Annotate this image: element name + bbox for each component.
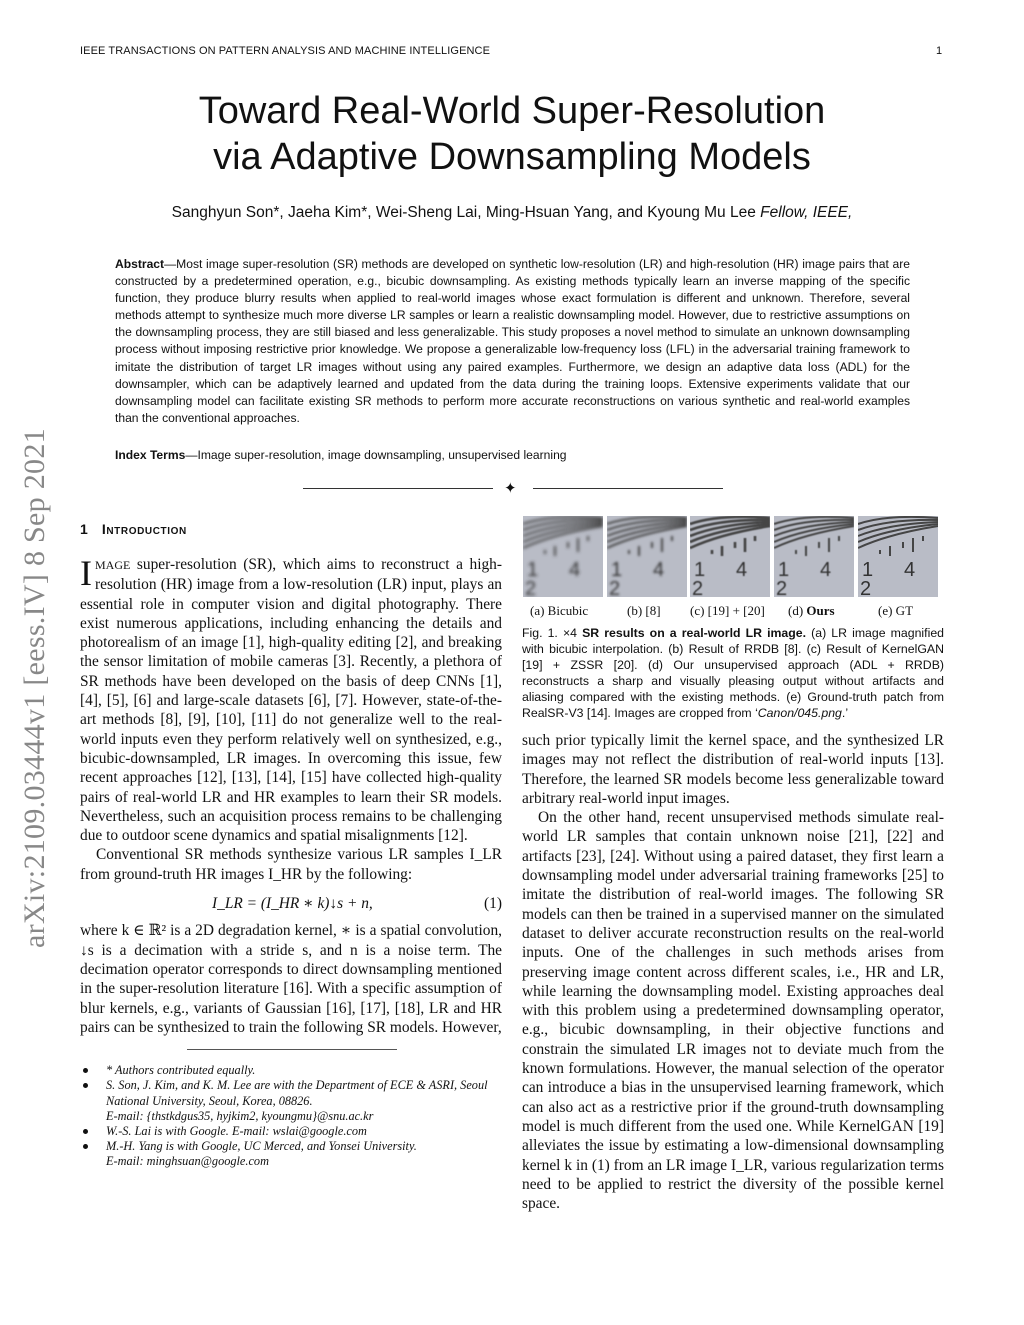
footnotes [80,1063,510,1169]
intro-paragraph-2: Conventional SR methods synthesize various LR samples I_LR from ground-truth HR images I_HR by the following: [80,846,502,883]
footnote-text: S. Son, J. Kim, and K. M. Lee are with the Department of ECE & ASRI, Seoul National University, Seoul, Korea, 08826. [106,1078,488,1108]
subcaption-b: (b) [8] [627,603,661,618]
section-heading [80,520,502,538]
thumb-label: 4 [569,559,581,581]
figure-thumbnail [607,516,687,597]
section-title: Introduction [101,521,187,537]
thumb-label: 2 [776,578,788,597]
subcaption-d-letter: (d) [788,603,807,618]
caption-file: Canon/045.png [757,706,842,720]
abstract [115,256,910,427]
thumb-label: 1 [611,559,623,581]
subcaption-ours: Ours [806,603,835,618]
thumb-label: 1 [862,559,874,581]
section-divider: ✦ [303,482,723,494]
index-terms-text: —Image super-resolution, image downsampling, unsupervised learning [185,448,567,462]
figure-1-images [522,516,944,597]
equation-1 [80,894,502,913]
intro-paragraph-3: where k ∈ ℝ² is a 2D degradation kernel, ∗ is a spatial convolution, ↓s is a decimation with a stride s, and n is a noise term. The decimation operator corresponds to direct downsampling mentioned in the super-resolution literature [16]. With a specific assumption of blur kernels, e.g., variants of Gaussian [16], [17], [18], LR and HR pairs can be synthesized to train the following SR models. However, [80,922,502,1036]
paragraph: On the other hand, recent unsupervised methods simulate real-world LR samples that contain unknown noise [21], [22] and artifacts [23], [24]. Without using a paired dataset, they first learn a downsampling model under adversarial training frameworks [25] to imitate the distribution of real-world images. The following SR models can then be trained in a supervised manner on the simulated dataset to deliver accurate reconstruction results on the real-world inputs. One of the challenges in such methods arises from preserving image content across different scales, i.e., HR and LR, while learning the downsampling model. Existing approaches deal with this problem using a predetermined downsampling operator, e.g., bicubic downsampling, in their objective functions and constrain the simulated LR images not to deviate much from the known formulations. However, the manual selection of the operator can introduce a bias in the unsupervised learning framework, which can also act as a restrictive prior if the ground-truth downsampling model is much different from the used one. While KernelGAN [19] alleviates the issue by estimating a low-dimensional downsampling kernel k in (1) from an LR image I_LR, various regularization terms need to be applied to restrict the diversity of the possible kernel space. [522,809,944,1213]
fellow-title: Fellow, IEEE, [760,204,853,221]
thumb-label: 2 [609,578,621,597]
footnote: * Authors contributed equally. [80,1063,510,1078]
figure-caption [522,625,944,721]
footnote: W.-S. Lai is with Google. E-mail: wslai@google.com [80,1124,510,1139]
paper-title [0,88,1024,180]
footnote-email: E-mail: {thstkdgus35, hyjkim2, kyoungmu}@snu.ac.kr [106,1108,374,1123]
footnote [80,1078,510,1124]
footnote-email: E-mail: minghsuan@google.com [106,1154,269,1169]
footnote-rule [187,1049,397,1050]
subcaption-a: (a) Bicubic [530,603,589,618]
figure-thumbnail [523,516,603,597]
subcaption-c: (c) [19] + [20] [690,603,765,618]
index-terms [115,448,910,462]
drop-cap: I [80,553,92,593]
thumb-label: 1 [527,559,539,581]
figure-thumbnail [774,516,854,597]
paragraph: such prior typically limit the kernel space, and the synthesized LR images may not reflect the distribution of real-world inputs [13]. Therefore, the learned SR models become less generalizable toward arbitrary real-world input images. [522,732,944,807]
figure-subcaptions [522,603,944,623]
authors [0,204,1024,222]
caption-end: .’ [841,706,849,720]
thumb-label: 1 [778,559,790,581]
title-line-2: via Adaptive Downsampling Models [213,136,811,178]
caption-prefix: Fig. 1. ×4 [522,626,583,640]
page-number: 1 [936,45,943,57]
subcaption-e: (e) GT [878,603,914,618]
arxiv-identifier: arXiv:2109.03444v1 [eess.IV] 8 Sep 2021 [18,428,51,948]
footnote [80,1139,510,1169]
abstract-text: —Most image super-resolution (SR) methods are developed on synthetic low-resolution (LR) and high-resolution (HR) image pairs that are constructed by a predetermined operation, e.g., bicubic downsampling. As existing methods typically learn an inverse mapping of the specific function, they produce blurry results when applied to real-world images whose exact formulation is different and unknown. Therefore, several methods attempt to synthesize much more diverse LR samples or learn a realistic downsampling model. However, due to restrictive assumptions on the downsampling process, they are still biased and less generalizable. This study proposes a novel method to simulate an unknown downsampling process without imposing restrictive prior knowledge. We propose a generalizable low-frequency loss (LFL) in the adversarial training framework to imitate the distribution of target LR images without using any paired examples. Furthermore, we design an adaptive data loss (ADL) for the downsampler, which can be adaptively learned and updated from the data during the training loops. Extensive experiments validate that our downsampling model can facilitate existing SR methods to perform more accurate reconstructions on various synthetic and real-world examples than the conventional approaches. [115,257,910,425]
lead-word: MAGE [95,558,131,572]
left-column [80,520,502,1170]
thumb-label: 4 [653,559,665,581]
thumb-label: 2 [525,578,537,597]
subcaption-d [788,603,835,619]
right-column [522,516,944,1213]
figure-thumbnail [858,516,938,597]
figure-thumbnail [690,516,770,597]
author-names: Sanghyun Son*, Jaeha Kim*, Wei-Sheng Lai, Ming-Hsuan Yang, and Kyoung Mu Lee [171,204,761,221]
intro-paragraph-1 [80,555,502,845]
journal-header: IEEE TRANSACTIONS ON PATTERN ANALYSIS AND MACHINE INTELLIGENCE [80,45,491,57]
footnote-text: M.-H. Yang is with Google, UC Merced, and Yonsei University. [106,1139,417,1154]
equation-body: I_LR = (I_HR ∗ k)↓s + n, [212,895,373,913]
title-line-1: Toward Real-World Super-Resolution [198,90,826,132]
intro-text-1: super-resolution (SR), which aims to reconstruct a high-resolution (HR) image from a low-resolution (LR) input, plays an essential role in computer vision and digital photography. There exist numerous applications, including enhancing the details and photorealism of an image [1], high-quality editing [2], and breaking the sensor limitation of mobile cameras [3]. Recently, a plethora of SR methods have been developed on the basis of deep CNNs [1], [4], [5], [6] and large-scale datasets [6], [7]. However, state-of-the-art methods [8], [9], [10], [11] do not generalize well to the real-world inputs even they perform relatively well on synthesized, e.g., bicubic-downsampled, LR images. In overcoming this issue, few recent approaches [12], [13], [14], [15] have collected high-quality pairs of real-world LR and HR examples to learn their SR models. Nevertheless, such an acquisition process remains to be challenging due to outdoor scene dynamics and spatial misalignments [12]. [80,556,502,845]
caption-bold: SR results on a real-world LR image. [582,626,807,640]
thumb-label: 4 [820,559,832,581]
equation-number: (1) [484,895,502,913]
section-number: 1 [80,521,89,537]
thumb-label: 2 [692,578,704,597]
abstract-label: Abstract [115,257,165,271]
thumb-label: 4 [904,559,916,581]
caption-text: (a) LR image magnified with bicubic interpolation. (b) Result of RRDB [8]. (c) Result of KernelGAN [19] + ZSSR [20]. (d) Our unsupervised approach (ADL + RRDB) reconstructs a sharp and visually pleasing output without artifacts and aliasing compared with the existing methods. (e) Ground-truth patch from RealSR-V3 [14]. Images are cropped from ‘ [522,626,944,720]
index-terms-label: Index Terms [115,448,186,462]
thumb-label: 2 [860,578,872,597]
thumb-label: 4 [736,559,748,581]
thumb-label: 1 [694,559,706,581]
